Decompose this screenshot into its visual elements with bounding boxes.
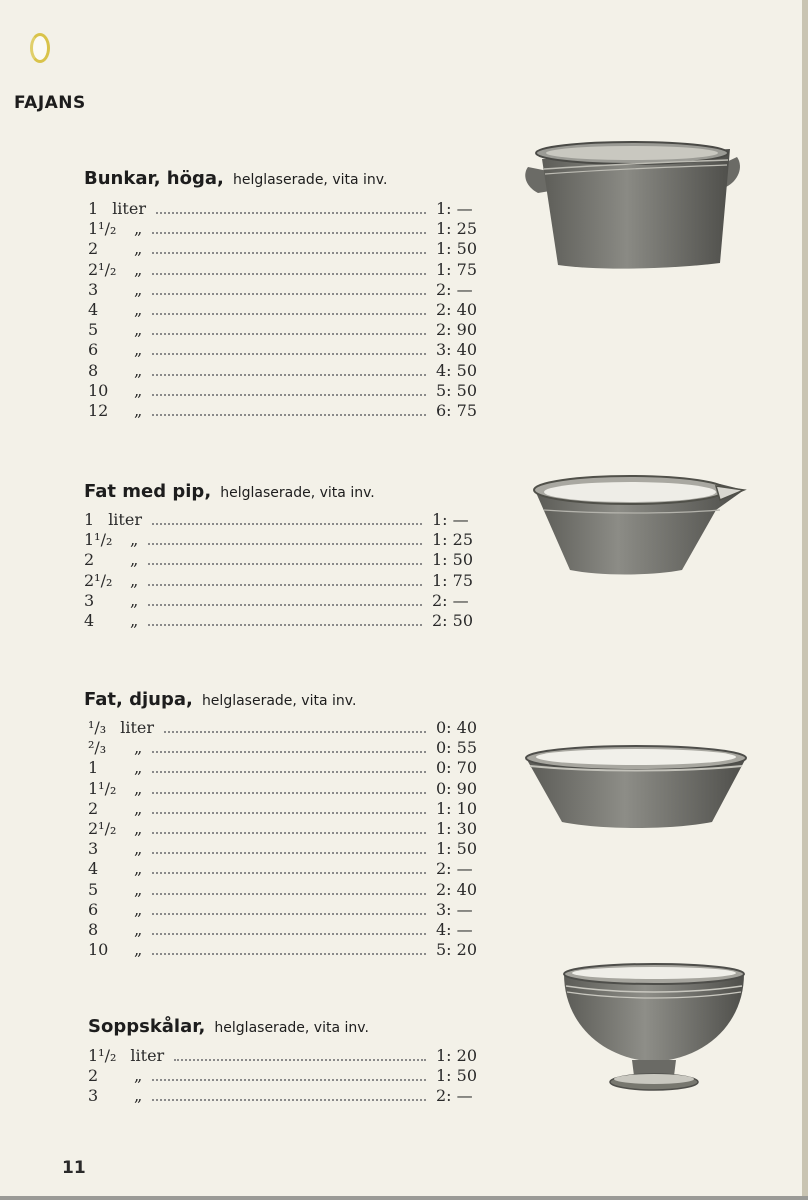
quantity: 1 xyxy=(88,758,99,778)
price-row xyxy=(88,300,478,320)
quantity: 3 xyxy=(84,590,95,610)
product-description: helglaserade, vita inv. xyxy=(214,1020,369,1036)
unit: „ xyxy=(134,859,143,879)
price-list-fat-med-pip xyxy=(84,510,474,631)
dot-leader xyxy=(152,313,426,315)
price-row xyxy=(88,799,478,819)
product-description: helglaserade, vita inv. xyxy=(232,172,388,188)
price-row xyxy=(88,1046,478,1066)
unit: „ xyxy=(134,940,143,960)
price-row xyxy=(84,571,474,591)
dot-leader xyxy=(148,543,422,545)
dot-leader xyxy=(152,812,426,814)
price-row xyxy=(84,611,474,631)
unit: „ xyxy=(134,219,143,239)
price: 1: — xyxy=(432,510,469,529)
dot-leader xyxy=(152,771,426,773)
section-label: FAJANS xyxy=(14,93,86,113)
dot-leader xyxy=(152,953,426,955)
quantity: 8 xyxy=(88,919,99,939)
unit: „ xyxy=(134,380,143,400)
dot-leader xyxy=(148,563,422,565)
price-list-fat-djupa xyxy=(88,718,478,960)
price-row xyxy=(88,219,478,239)
price-row xyxy=(88,880,478,900)
price-list-bunkar xyxy=(88,199,478,421)
price: 2: 50 xyxy=(432,610,474,630)
price-row xyxy=(88,340,478,360)
price-row xyxy=(88,819,478,839)
price-row xyxy=(88,1066,478,1086)
price: 1: 50 xyxy=(436,1066,478,1086)
page-edge xyxy=(802,0,808,1200)
price-row xyxy=(88,1086,478,1106)
dot-leader xyxy=(152,374,426,376)
quantity: 3 xyxy=(88,1086,99,1106)
price-row xyxy=(88,260,478,280)
quantity: 4 xyxy=(88,859,99,879)
unit: „ xyxy=(134,899,143,919)
dot-leader xyxy=(152,751,426,753)
price: 2: — xyxy=(432,590,469,610)
quantity: 2¹/₂ xyxy=(88,259,117,279)
price: 1: 50 xyxy=(436,839,478,859)
unit: liter xyxy=(108,510,142,529)
price-row xyxy=(88,779,478,799)
quantity: 2 xyxy=(84,550,95,570)
product-name: Soppskålar, xyxy=(88,1016,206,1037)
product-heading-bunkar xyxy=(84,168,387,189)
unit: „ xyxy=(130,590,139,610)
price: 5: 50 xyxy=(436,380,478,400)
punch-hole-icon xyxy=(30,33,50,63)
price: 1: 25 xyxy=(432,530,474,550)
quantity: 3 xyxy=(88,839,99,859)
price: 1: 75 xyxy=(436,259,478,279)
dot-leader xyxy=(152,832,426,834)
product-heading-fat-med-pip xyxy=(84,481,375,502)
quantity: 10 xyxy=(88,380,109,400)
quantity: 6 xyxy=(88,340,99,360)
unit: „ xyxy=(134,239,143,259)
dot-leader xyxy=(152,523,422,525)
price: 3: 40 xyxy=(436,340,478,360)
price-row xyxy=(88,718,478,738)
unit: „ xyxy=(134,919,143,939)
price-row xyxy=(88,738,478,758)
quantity: ²/₃ xyxy=(88,738,107,758)
product-name: Bunkar, höga, xyxy=(84,168,224,189)
unit: „ xyxy=(134,879,143,899)
dot-leader xyxy=(152,933,426,935)
unit: „ xyxy=(134,778,143,798)
dot-leader xyxy=(152,1099,426,1101)
quantity: 4 xyxy=(88,299,99,319)
price: 2: — xyxy=(436,859,473,879)
dot-leader xyxy=(152,872,426,874)
unit: „ xyxy=(134,259,143,279)
page-number: 11 xyxy=(62,1158,86,1178)
product-name: Fat med pip, xyxy=(84,481,212,502)
quantity: 6 xyxy=(88,899,99,919)
unit: „ xyxy=(134,400,143,420)
quantity: 2¹/₂ xyxy=(88,818,117,838)
price-row xyxy=(88,920,478,940)
dot-leader xyxy=(152,232,426,234)
price-row xyxy=(88,199,478,219)
price-row xyxy=(88,839,478,859)
dot-leader xyxy=(148,604,422,606)
price: 5: 20 xyxy=(436,940,478,960)
dot-leader xyxy=(152,414,426,416)
quantity: 1¹/₂ xyxy=(84,530,113,550)
price: 1: 20 xyxy=(436,1046,478,1065)
price: 2: 40 xyxy=(436,299,478,319)
unit: „ xyxy=(134,818,143,838)
unit: „ xyxy=(130,570,139,590)
price-row xyxy=(88,758,478,778)
dot-leader xyxy=(148,584,422,586)
dot-leader xyxy=(152,394,426,396)
quantity: 3 xyxy=(88,279,99,299)
price-row xyxy=(84,550,474,570)
quantity: 4 xyxy=(84,610,95,630)
price-row xyxy=(88,320,478,340)
unit: „ xyxy=(134,279,143,299)
unit: „ xyxy=(134,360,143,380)
price: 1: 50 xyxy=(436,239,478,259)
dot-leader xyxy=(152,293,426,295)
dot-leader xyxy=(152,792,426,794)
dot-leader xyxy=(152,1079,426,1081)
quantity: 5 xyxy=(88,879,99,899)
price-row xyxy=(88,239,478,259)
dot-leader xyxy=(152,273,426,275)
quantity: 2 xyxy=(88,1066,99,1086)
price: 4: — xyxy=(436,919,473,939)
price: 2: 40 xyxy=(436,879,478,899)
soup-bowl-illustration xyxy=(560,960,748,1094)
product-heading-fat-djupa xyxy=(84,689,356,710)
spouted-bowl-illustration xyxy=(530,470,750,578)
quantity: 2 xyxy=(88,239,99,259)
unit: liter xyxy=(130,1046,165,1065)
price-row xyxy=(88,401,478,421)
unit: „ xyxy=(130,550,139,570)
price: 2: — xyxy=(436,1086,473,1106)
unit: „ xyxy=(134,340,143,360)
quantity: 1¹/₂ xyxy=(88,219,117,239)
quantity: 2¹/₂ xyxy=(84,570,113,590)
tall-bowl-illustration xyxy=(520,135,745,275)
price: 1: — xyxy=(436,199,473,218)
price-row xyxy=(88,940,478,960)
price: 0: 90 xyxy=(436,778,478,798)
quantity: ¹/₃ xyxy=(88,718,107,737)
quantity: 12 xyxy=(88,400,109,420)
price-list-soppskalar xyxy=(88,1046,478,1107)
unit: „ xyxy=(134,299,143,319)
unit: „ xyxy=(130,530,139,550)
price-row xyxy=(84,591,474,611)
quantity: 1 xyxy=(84,510,95,529)
unit: „ xyxy=(134,758,143,778)
price-row xyxy=(88,381,478,401)
quantity: 1¹/₂ xyxy=(88,778,117,798)
quantity: 1¹/₂ xyxy=(88,1046,117,1065)
dot-leader xyxy=(152,852,426,854)
price: 1: 75 xyxy=(432,570,474,590)
price: 0: 55 xyxy=(436,738,478,758)
price: 2: 90 xyxy=(436,320,478,340)
unit: „ xyxy=(134,1066,143,1086)
price: 1: 10 xyxy=(436,798,478,818)
price: 6: 75 xyxy=(436,400,478,420)
dot-leader xyxy=(152,913,426,915)
dot-leader xyxy=(152,333,426,335)
price: 3: — xyxy=(436,899,473,919)
dot-leader xyxy=(156,212,426,214)
dot-leader xyxy=(152,252,426,254)
unit: „ xyxy=(130,610,139,630)
price-row xyxy=(88,900,478,920)
dot-leader xyxy=(152,353,426,355)
quantity: 2 xyxy=(88,798,99,818)
quantity: 1 xyxy=(88,199,99,218)
price: 4: 50 xyxy=(436,360,478,380)
unit: „ xyxy=(134,839,143,859)
price-row xyxy=(88,859,478,879)
price-row xyxy=(84,510,474,530)
quantity: 8 xyxy=(88,360,99,380)
price: 2: — xyxy=(436,279,473,299)
unit: liter xyxy=(120,718,154,737)
price: 0: 40 xyxy=(436,718,478,737)
unit: „ xyxy=(134,320,143,340)
product-description: helglaserade, vita inv. xyxy=(220,485,375,501)
product-name: Fat, djupa, xyxy=(84,689,193,710)
unit: liter xyxy=(112,199,146,218)
deep-dish-illustration xyxy=(522,742,750,834)
product-description: helglaserade, vita inv. xyxy=(201,693,357,709)
dot-leader xyxy=(152,893,426,895)
unit: „ xyxy=(134,1086,143,1106)
unit: „ xyxy=(134,798,143,818)
price-row xyxy=(84,530,474,550)
dot-leader xyxy=(148,624,422,626)
price: 1: 25 xyxy=(436,219,478,239)
price: 1: 50 xyxy=(432,550,474,570)
unit: „ xyxy=(134,738,143,758)
product-heading-soppskalar xyxy=(88,1016,369,1037)
quantity: 5 xyxy=(88,320,99,340)
dot-leader xyxy=(164,731,426,733)
dot-leader xyxy=(174,1059,426,1061)
page-bottom-edge xyxy=(0,1196,808,1200)
price-row xyxy=(88,361,478,381)
price: 0: 70 xyxy=(436,758,478,778)
quantity: 10 xyxy=(88,940,109,960)
price: 1: 30 xyxy=(436,818,478,838)
price-row xyxy=(88,280,478,300)
